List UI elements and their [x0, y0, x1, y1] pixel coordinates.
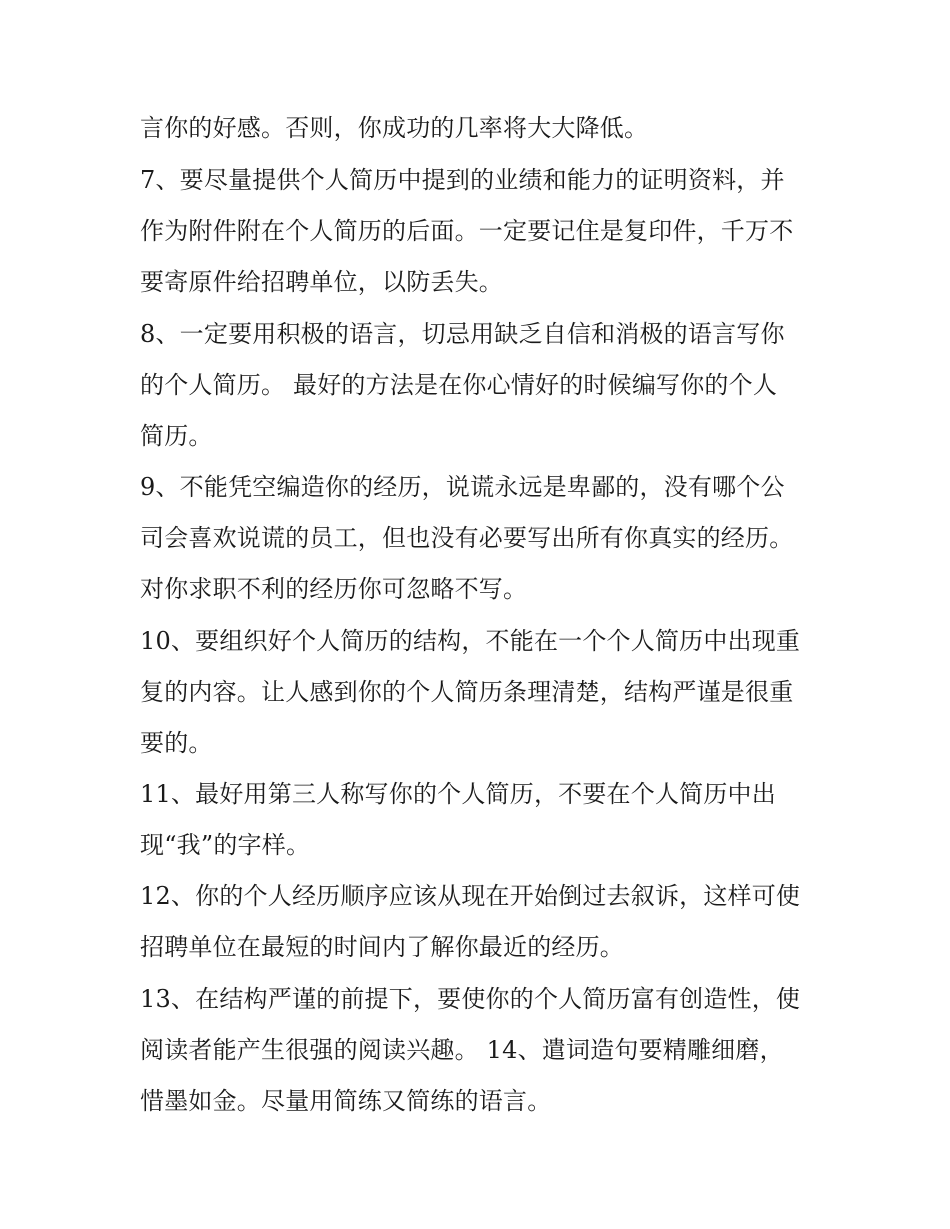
text-line: 惜墨如金。尽量用简练又简练的语言。: [140, 1087, 552, 1115]
text-line: 8、一定要用积极的语言，切忌用缺乏自信和消极的语言写你: [140, 320, 785, 348]
text-line: 要寄原件给招聘单位，以防丢失。: [140, 268, 503, 296]
text-line: 作为附件附在个人简历的后面。一定要记住是复印件，千万不: [140, 217, 794, 245]
text-line: 司会喜欢说谎的员工，但也没有必要写出所有你真实的经历。: [140, 524, 794, 552]
text-line: 13、在结构严谨的前提下，要使你的个人简历富有创造性，使: [140, 985, 801, 1013]
text-line: 要的。: [140, 729, 213, 757]
text-line: 10、要组织好个人简历的结构，不能在一个个人简历中出现重: [140, 627, 801, 655]
text-line: 的个人简历。 最好的方法是在你心情好的时候编写你的个人: [140, 371, 778, 399]
text-line: 11、最好用第三人称写你的个人简历，不要在个人简历中出: [140, 780, 776, 808]
text-line: 现“我”的字样。: [140, 831, 311, 859]
text-line: 简历。: [140, 422, 213, 450]
text-line: 12、你的个人经历顺序应该从现在开始倒过去叙诉，这样可使: [140, 882, 801, 910]
text-line: 对你求职不利的经历你可忽略不写。: [140, 575, 528, 603]
text-line: 复的内容。让人感到你的个人简历条理清楚，结构严谨是很重: [140, 678, 794, 706]
text-line: 9、不能凭空编造你的经历，说谎永远是卑鄙的，没有哪个公: [140, 473, 785, 501]
text-line: 阅读者能产生很强的阅读兴趣。 14、遣词造句要精雕细磨，: [140, 1036, 784, 1064]
text-line: 言你的好感。否则，你成功的几率将大大降低。: [140, 114, 649, 142]
text-line: 7、要尽量提供个人简历中提到的业绩和能力的证明资料，并: [140, 166, 785, 194]
text-line: 招聘单位在最短的时间内了解你最近的经历。: [140, 933, 624, 961]
